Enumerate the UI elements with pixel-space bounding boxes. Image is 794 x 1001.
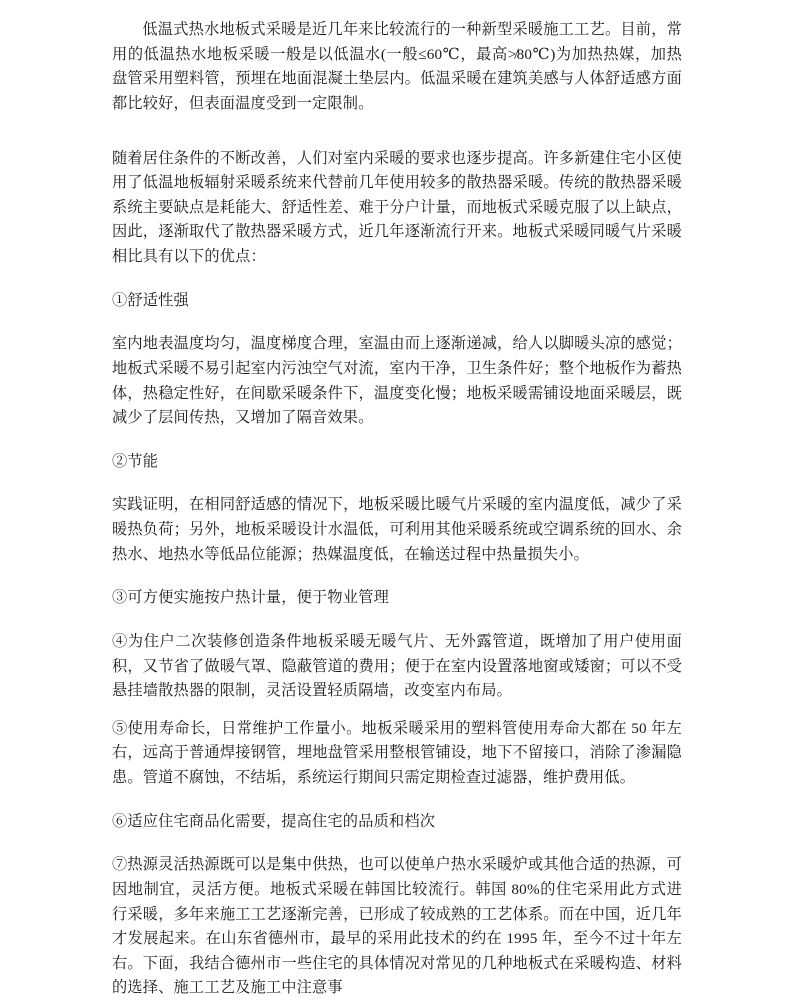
paragraph: 低温式热水地板式采暖是近几年来比较流行的一种新型采暖施工工艺。目前，常用的低温热水地板采暖一般是以低温水(一般≤60℃，最高≯80℃)为加热热媒，加热盘管采用塑料管，预埋在地面混凝土垫层内。低温采暖在建筑美感与人体舒适感方面都比较好，但表面温度受到一定限制。 bbox=[112, 21, 682, 112]
paragraph-heading-energy: ②节能 bbox=[112, 452, 159, 470]
paragraph-spacer bbox=[112, 791, 682, 810]
paragraph-spacer bbox=[112, 704, 682, 717]
paragraph-spacer bbox=[112, 474, 682, 493]
paragraph: 随着居住条件的不断改善，人们对室内采暖的要求也逐步提高。许多新建住宅小区使用了低温地板辐射采暖系统来代替前几年使用较多的散热器采暖。传统的散热器采暖系统主要缺点是耗能大、舒适性差、难于分户计量，而地板式采暖克服了以上缺点，因此，逐渐取代了散热器采暖方式，近几年逐渐流行开来。地板式采暖同暖气片采暖相比具有以下的优点： bbox=[112, 149, 682, 265]
paragraph-spacer bbox=[112, 431, 682, 450]
paragraph: 实践证明，在相同舒适感的情况下，地板采暖比暖气片采暖的室内温度低，减少了采暖热负荷；另外，地板采暖设计水温低，可利用其他采暖系统或空调系统的回水、余热水、地热水等低品位能源；热媒温度低，在输送过程中热量损失小。 bbox=[112, 496, 682, 563]
paragraph-spacer bbox=[112, 270, 682, 289]
paragraph: ④为住户二次装修创造条件地板采暖无暖气片、无外露管道，既增加了用户使用面积，又节省了做暖气罩、隐蔽管道的费用；便于在室内设置落地窗或矮窗；可以不受悬挂墙散热器的限制，灵活设置轻质隔墙，改变室内布局。 bbox=[112, 632, 682, 700]
paragraph: 室内地表温度均匀，温度梯度合理，室温由而上逐渐递减，给人以脚暖头凉的感觉；地板式采暖不易引起室内污浊空气对流，室内干净，卫生条件好；整个地板作为蓄热体，热稳定性好，在间歇采暖条件下，温度变化慢；地板采暖需铺设地面采暖层，既减少了层间传热，又增加了隔音效果。 bbox=[112, 335, 682, 427]
paragraph: ⑤使用寿命长，日常维护工作量小。地板采暖采用的塑料管使用寿命大都在 50 年左右，远高于普通焊接钢管，埋地盘管采用整根管铺设，地下不留接口，消除了渗漏隐患。管道不腐蚀，不结垢，系统运行期间只需定期检查过滤器，维护费用低。 bbox=[112, 719, 682, 786]
paragraph-heading-comfort: ①舒适性强 bbox=[112, 291, 189, 309]
paragraph-heading-metering: ③可方便实施按户热计量，便于物业管理 bbox=[112, 589, 389, 607]
paragraph-spacer bbox=[112, 834, 682, 853]
paragraph-spacer bbox=[112, 313, 682, 332]
paragraph-spacer bbox=[112, 611, 682, 630]
paragraph-spacer bbox=[112, 117, 682, 147]
paragraph: ⑦热源灵活热源既可以是集中供热，也可以使单户热水采暖炉或其他合适的热源，可因地制宜，灵活方便。地板式采暖在韩国比较流行。韩国 80%的住宅采用此方式进行采暖，多年来施工工艺逐渐完善，已形成了较成熟的工艺体系。而在中国，近几年才发展起来。在山东省德州市，最早的采用此技术的约在 1995 年，至今不过十年左右。下面，我结合德州市一些住宅的具体情况对常见的几种地板式在采暖构造、材料的选择、施工工艺及施工中注意事 bbox=[112, 856, 682, 997]
paragraph-spacer bbox=[112, 567, 682, 586]
paragraph-heading-quality: ⑥适应住宅商品化需要，提高住宅的品质和档次 bbox=[112, 812, 436, 830]
